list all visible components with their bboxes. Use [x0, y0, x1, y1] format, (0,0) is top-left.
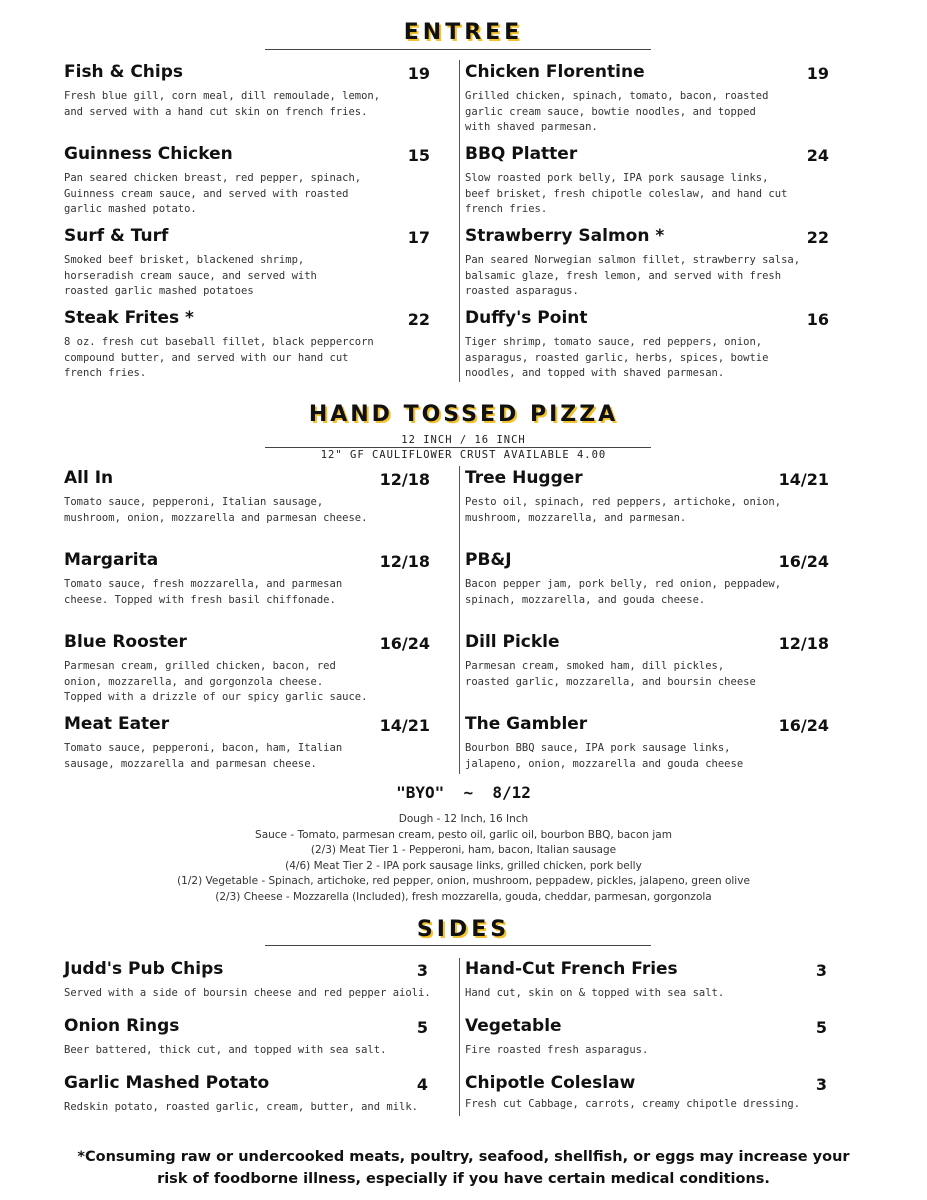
item-price: 15	[407, 146, 430, 165]
item-name: Fish & Chips	[64, 62, 184, 82]
item-name: PB&J	[465, 550, 512, 570]
byo-line: (2/3) Meat Tier 1 - Pepperoni, ham, bacon, Italian sausage	[310, 844, 617, 856]
byo-title: "BYO" ~ 8/12	[396, 783, 531, 802]
disclaimer-line-1: *Consuming raw or undercooked meats, poultry, seafood, shellfish, or eggs may increase your	[77, 1149, 850, 1165]
pizza-gf-note: 12" GF CAULIFLOWER CRUST AVAILABLE 4.00	[320, 449, 607, 461]
item-description: Bourbon BBQ sauce, IPA pork sausage links, jalapeno, onion, mozzarella and gouda cheese	[465, 742, 744, 770]
item-price: 3	[416, 961, 428, 980]
item-description: Served with a side of boursin cheese and red pepper aioli.	[64, 987, 431, 999]
item-description: Pan seared Norwegian salmon fillet, strawberry salsa, balsamic glaze, fresh lemon, and served with fresh roasted asparagus.	[465, 254, 801, 297]
item-name: The Gambler	[465, 714, 588, 734]
pizza-sizes: 12 INCH / 16 INCH	[401, 434, 526, 446]
pizza-title-rule	[265, 447, 651, 448]
item-description: Tomato sauce, pepperoni, Italian sausage, mushroom, onion, mozzarella and parmesan cheese.	[64, 496, 368, 524]
byo-line: Sauce - Tomato, parmesan cream, pesto oil, garlic oil, bourbon BBQ, bacon jam	[255, 828, 672, 841]
item-price: 19	[407, 64, 430, 83]
item-name: Onion Rings	[64, 1016, 180, 1036]
item-price: 4	[416, 1075, 428, 1094]
food-safety-disclaimer	[0, 1146, 927, 1190]
item-description: Redskin potato, roasted garlic, cream, butter, and milk.	[64, 1101, 419, 1113]
item-price: 12/18	[778, 634, 829, 653]
item-description: Bacon pepper jam, pork belly, red onion, peppadew, spinach, mozzarella, and gouda cheese.	[465, 578, 782, 606]
item-description: Fresh cut Cabbage, carrots, creamy chipotle dressing.	[465, 1098, 801, 1110]
byo-line: (4/6) Meat Tier 2 - IPA pork sausage links, grilled chicken, pork belly	[285, 859, 642, 872]
item-name: Guinness Chicken	[64, 144, 233, 164]
item-price: 14/21	[778, 470, 829, 489]
item-price: 19	[806, 64, 829, 83]
item-price: 16/24	[778, 552, 829, 571]
item-name: Chipotle Coleslaw	[465, 1073, 636, 1093]
item-price: 5	[416, 1018, 428, 1037]
item-price: 24	[806, 146, 829, 165]
item-description: Parmesan cream, grilled chicken, bacon, red onion, mozzarella, and gorgonzola cheese. Topped with a drizzle of our spicy garlic sauce.	[64, 660, 368, 703]
item-description: Hand cut, skin on & topped with sea salt.	[465, 987, 725, 999]
sides-title-rule	[265, 945, 651, 946]
entree-title-rule	[265, 49, 651, 50]
byo-line: (2/3) Cheese - Mozzarella (Included), fresh mozzarella, gouda, cheddar, parmesan, gorgonzola	[215, 890, 712, 903]
disclaimer-line-2: risk of foodborne illness, especially if you have certain medical conditions.	[157, 1171, 770, 1187]
byo-line: (1/2) Vegetable - Spinach, artichoke, red pepper, onion, mushroom, peppadew, pickles, jalapeno, green olive	[177, 875, 750, 887]
item-name: BBQ Platter	[465, 144, 578, 164]
item-description: Tiger shrimp, tomato sauce, red peppers, onion, asparagus, roasted garlic, herbs, spices, bowtie noodles, and topped with shaved parmesan.	[465, 336, 769, 379]
item-name: Blue Rooster	[64, 632, 187, 652]
item-name: Steak Frites *	[64, 308, 194, 328]
item-description: Slow roasted pork belly, IPA pork sausage links, beef brisket, fresh chipotle coleslaw, and hand cut french fries.	[465, 172, 788, 215]
item-name: Surf & Turf	[64, 226, 169, 246]
sides-title: SIDES	[416, 917, 511, 942]
item-description: Beer battered, thick cut, and topped with sea salt.	[64, 1044, 387, 1056]
item-price: 16/24	[379, 634, 430, 653]
item-name: Tree Hugger	[465, 468, 583, 488]
item-name: Vegetable	[465, 1016, 562, 1036]
item-name: Dill Pickle	[465, 632, 560, 652]
item-description: Tomato sauce, pepperoni, bacon, ham, Italian sausage, mozzarella and parmesan cheese.	[64, 742, 343, 770]
item-description: Parmesan cream, smoked ham, dill pickles, roasted garlic, mozzarella, and boursin cheese	[465, 660, 756, 688]
item-name: Chicken Florentine	[465, 62, 645, 82]
item-price: 17	[407, 228, 430, 247]
item-name: Judd's Pub Chips	[64, 959, 224, 979]
item-description: Tomato sauce, fresh mozzarella, and parmesan cheese. Topped with fresh basil chiffonade.	[64, 578, 343, 606]
item-price: 22	[806, 228, 829, 247]
byo-options	[0, 812, 927, 905]
item-price: 3	[815, 961, 827, 980]
item-description: Grilled chicken, spinach, tomato, bacon, roasted garlic cream sauce, bowtie noodles, and topped with shaved parmesan.	[465, 90, 769, 133]
item-price: 14/21	[379, 716, 430, 735]
entree-title: ENTREE	[403, 20, 524, 45]
entree-column-divider	[459, 60, 460, 382]
item-price: 5	[815, 1018, 827, 1037]
pizza-column-divider	[459, 466, 460, 774]
item-name: All In	[64, 468, 114, 488]
pizza-title: HAND TOSSED PIZZA	[308, 402, 619, 427]
sides-column-divider	[459, 958, 460, 1116]
item-description: Pesto oil, spinach, red peppers, artichoke, onion, mushroom, mozzarella, and parmesan.	[465, 496, 782, 524]
byo-line: Dough - 12 Inch, 16 Inch	[398, 813, 529, 825]
item-name: Hand-Cut French Fries	[465, 959, 678, 979]
item-price: 12/18	[379, 552, 430, 571]
item-name: Margarita	[64, 550, 159, 570]
item-description: Pan seared chicken breast, red pepper, spinach, Guinness cream sauce, and served with roasted garlic mashed potato.	[64, 172, 362, 215]
item-price: 16	[806, 310, 829, 329]
item-name: Garlic Mashed Potato	[64, 1073, 270, 1093]
item-description: 8 oz. fresh cut baseball fillet, black peppercorn compound butter, and served with our hand cut french fries.	[64, 336, 374, 379]
item-price: 22	[407, 310, 430, 329]
item-price: 12/18	[379, 470, 430, 489]
item-price: 16/24	[778, 716, 829, 735]
item-price: 3	[815, 1075, 827, 1094]
item-name: Meat Eater	[64, 714, 170, 734]
item-name: Strawberry Salmon *	[465, 226, 665, 246]
item-name: Duffy's Point	[465, 308, 588, 328]
item-description: Fresh blue gill, corn meal, dill remoulade, lemon, and served with a hand cut skin on french fries.	[64, 90, 381, 118]
item-description: Smoked beef brisket, blackened shrimp, horseradish cream sauce, and served with roasted garlic mashed potatoes	[64, 254, 317, 297]
item-description: Fire roasted fresh asparagus.	[465, 1044, 649, 1056]
